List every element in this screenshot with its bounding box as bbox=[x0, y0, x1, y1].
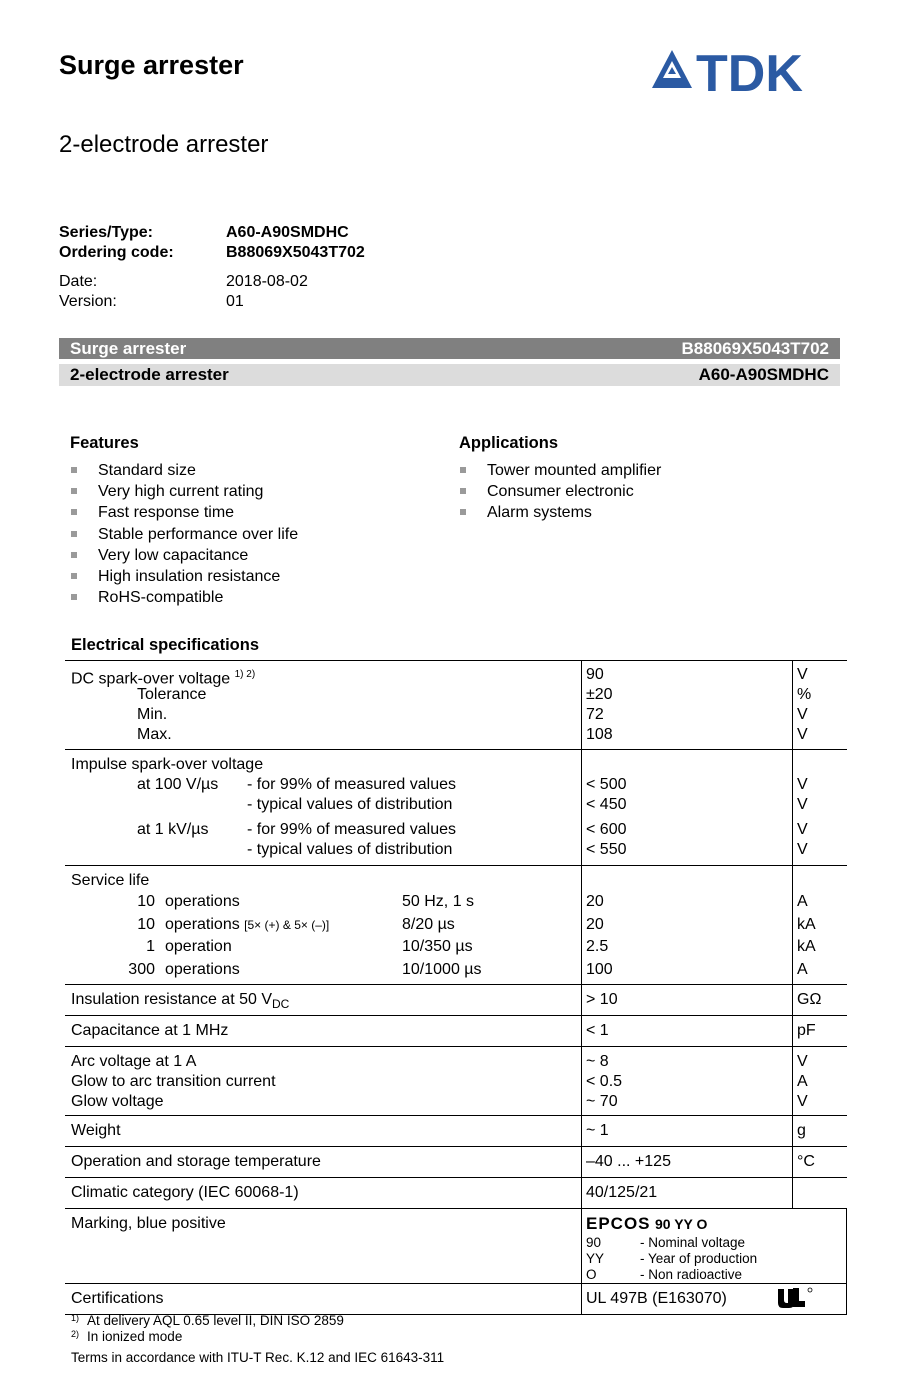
epcos-brand-text: EPCOS bbox=[586, 1214, 651, 1233]
glow-arc-transition-unit: A bbox=[797, 1073, 808, 1090]
marking-legend-key: 90 bbox=[586, 1235, 602, 1250]
page-subtitle: 2-electrode arrester bbox=[59, 131, 269, 158]
spec-row-insulation bbox=[65, 985, 847, 1016]
product-band-secondary bbox=[59, 364, 840, 386]
service-value: 100 bbox=[586, 960, 613, 978]
ordering-value: B88069X5043T702 bbox=[226, 244, 365, 261]
climatic-value: 40/125/21 bbox=[586, 1184, 658, 1201]
service-cond: 8/20 µs bbox=[402, 915, 455, 933]
service-unit: A bbox=[797, 960, 808, 978]
dc-min-label: Min. bbox=[137, 706, 168, 723]
spec-row-service-life bbox=[65, 866, 847, 985]
insulation-value: > 10 bbox=[586, 991, 618, 1008]
service-cond: 10/1000 µs bbox=[402, 960, 482, 978]
date-row bbox=[59, 272, 308, 292]
tdk-logo-icon bbox=[650, 48, 844, 96]
applications-title: Applications bbox=[459, 434, 559, 452]
features-title: Features bbox=[70, 434, 139, 452]
ordering-label: Ordering code: bbox=[59, 244, 174, 261]
impulse-value-2: < 450 bbox=[586, 796, 627, 813]
service-count: 300 bbox=[128, 960, 155, 978]
specs-table bbox=[65, 660, 847, 1315]
impulse-desc-typical: - typical values of distribution bbox=[247, 841, 453, 858]
service-count: 10 bbox=[137, 915, 155, 933]
ul-recognized-icon bbox=[775, 1287, 813, 1309]
arc-voltage-value: ~ 8 bbox=[586, 1053, 609, 1070]
footnote-1 bbox=[71, 1312, 344, 1329]
service-op: operations bbox=[165, 960, 240, 978]
dc-max-unit: V bbox=[797, 726, 808, 743]
service-count: 10 bbox=[137, 893, 155, 910]
certifications-label: Certifications bbox=[71, 1290, 164, 1307]
service-op: operations bbox=[165, 893, 240, 910]
glow-voltage-label: Glow voltage bbox=[71, 1093, 164, 1110]
glow-arc-transition-label: Glow to arc transition current bbox=[71, 1073, 276, 1090]
feature-item: High insulation resistance bbox=[70, 566, 298, 587]
feature-item: RoHS-compatible bbox=[70, 587, 298, 608]
spec-row-capacitance bbox=[65, 1016, 847, 1047]
dc-tolerance-label: Tolerance bbox=[137, 686, 207, 703]
glow-arc-transition-value: < 0.5 bbox=[586, 1073, 623, 1090]
service-unit: A bbox=[797, 893, 808, 910]
service-count: 1 bbox=[146, 938, 155, 955]
dc-max-label: Max. bbox=[137, 726, 172, 743]
version-label: Version: bbox=[59, 293, 117, 310]
footnote-2 bbox=[71, 1328, 182, 1345]
footnote-1-marker: 1) bbox=[71, 1313, 80, 1323]
arc-voltage-label: Arc voltage at 1 A bbox=[71, 1053, 197, 1070]
tdk-logo bbox=[650, 48, 844, 96]
climatic-label: Climatic category (IEC 60068-1) bbox=[71, 1184, 299, 1201]
service-cond: 10/350 µs bbox=[402, 938, 473, 955]
service-op: operations bbox=[165, 915, 240, 933]
impulse-label: Impulse spark-over voltage bbox=[71, 756, 264, 773]
service-unit: kA bbox=[797, 915, 816, 933]
application-item: Alarm systems bbox=[459, 502, 661, 523]
service-value: 2.5 bbox=[586, 938, 609, 955]
application-item: Tower mounted amplifier bbox=[459, 460, 661, 481]
features-list bbox=[70, 460, 298, 608]
marking-legend-value: - Nominal voltage bbox=[640, 1235, 746, 1250]
band-series: A60-A90SMDHC bbox=[698, 365, 829, 384]
application-item: Consumer electronic bbox=[459, 481, 661, 502]
certifications-value: UL 497B (E163070) bbox=[586, 1290, 727, 1307]
tdk-logo-text: TDK bbox=[696, 48, 803, 96]
marking-legend-key: YY bbox=[586, 1251, 605, 1266]
impulse-desc-typical: - typical values of distribution bbox=[247, 796, 453, 813]
temperature-value: –40 ... +125 bbox=[586, 1153, 671, 1170]
feature-item: Standard size bbox=[70, 460, 298, 481]
capacitance-label: Capacitance at 1 MHz bbox=[71, 1022, 229, 1039]
series-row bbox=[59, 223, 349, 243]
date-value: 2018-08-02 bbox=[226, 273, 308, 290]
dc-min-value: 72 bbox=[586, 706, 604, 723]
marking-legend-key: O bbox=[586, 1267, 597, 1282]
impulse-desc-99: - for 99% of measured values bbox=[247, 821, 456, 838]
version-row bbox=[59, 292, 244, 312]
feature-item: Very high current rating bbox=[70, 481, 298, 502]
dc-tolerance-unit: % bbox=[797, 686, 812, 703]
spec-row-climatic bbox=[65, 1178, 847, 1209]
capacitance-unit: pF bbox=[797, 1022, 816, 1039]
band-product-type: 2-electrode arrester bbox=[70, 365, 229, 384]
marking-label: Marking, blue positive bbox=[71, 1215, 226, 1232]
dc-label: DC spark-over voltage bbox=[71, 670, 231, 688]
band-product-name: Surge arrester bbox=[70, 339, 187, 358]
dc-max-value: 108 bbox=[586, 726, 613, 743]
weight-unit: g bbox=[797, 1122, 806, 1139]
impulse-unit: V bbox=[797, 841, 808, 858]
service-polarity-note: [5× (+) & 5× (–)] bbox=[244, 917, 330, 932]
service-value: 20 bbox=[586, 915, 604, 933]
impulse-rate-100: at 100 V/µs bbox=[137, 776, 219, 793]
dc-nominal-value: 90 bbox=[586, 666, 604, 683]
spec-row-certifications bbox=[65, 1284, 847, 1315]
impulse-desc-99: - for 99% of measured values bbox=[247, 776, 456, 793]
feature-item: Stable performance over life bbox=[70, 524, 298, 545]
spec-row-arc-glow bbox=[65, 1047, 847, 1116]
glow-voltage-unit: V bbox=[797, 1093, 808, 1110]
product-band-primary bbox=[59, 338, 840, 359]
insulation-unit: GΩ bbox=[797, 991, 822, 1008]
version-value: 01 bbox=[226, 293, 244, 310]
spec-row-weight bbox=[65, 1116, 847, 1147]
spec-row-dc-sparkover bbox=[65, 661, 847, 750]
feature-item: Fast response time bbox=[70, 502, 298, 523]
weight-value: ~ 1 bbox=[586, 1122, 609, 1139]
capacitance-value: < 1 bbox=[586, 1022, 609, 1039]
impulse-value-4: < 550 bbox=[586, 841, 627, 858]
footnote-2-text: In ionized mode bbox=[87, 1329, 183, 1344]
impulse-unit: V bbox=[797, 821, 808, 838]
dc-nominal-unit: V bbox=[797, 666, 808, 683]
feature-item: Very low capacitance bbox=[70, 545, 298, 566]
impulse-value-3: < 600 bbox=[586, 821, 627, 838]
marking-legend-value: - Non radioactive bbox=[640, 1267, 743, 1282]
marking-code: 90 YY O bbox=[654, 1216, 708, 1232]
weight-label: Weight bbox=[71, 1122, 121, 1139]
impulse-value-1: < 500 bbox=[586, 776, 627, 793]
series-value: A60-A90SMDHC bbox=[226, 224, 349, 241]
service-op: operation bbox=[165, 938, 232, 955]
service-label: Service life bbox=[71, 872, 150, 889]
footnote-1-text: At delivery AQL 0.65 level II, DIN ISO 2859 bbox=[87, 1313, 344, 1328]
spec-row-temperature bbox=[65, 1147, 847, 1178]
spec-row-marking bbox=[65, 1209, 847, 1284]
specs-title: Electrical specifications bbox=[71, 636, 260, 654]
dc-min-unit: V bbox=[797, 706, 808, 723]
page-title: Surge arrester bbox=[59, 50, 244, 80]
glow-voltage-value: ~ 70 bbox=[586, 1093, 618, 1110]
series-label: Series/Type: bbox=[59, 224, 153, 241]
arc-voltage-unit: V bbox=[797, 1053, 808, 1070]
insulation-label-sub: DC bbox=[272, 997, 290, 1012]
service-cond: 50 Hz, 1 s bbox=[402, 893, 475, 910]
applications-list bbox=[459, 460, 661, 524]
ordering-row bbox=[59, 243, 365, 263]
dc-tolerance-value: ±20 bbox=[586, 686, 613, 703]
footnote-2-marker: 2) bbox=[71, 1329, 80, 1339]
impulse-rate-1k: at 1 kV/µs bbox=[137, 821, 209, 838]
temperature-unit: °C bbox=[797, 1153, 815, 1170]
impulse-unit: V bbox=[797, 776, 808, 793]
spec-row-impulse-sparkover bbox=[65, 750, 847, 866]
terms-note: Terms in accordance with ITU-T Rec. K.12 and IEC 61643-311 bbox=[71, 1350, 445, 1365]
insulation-label: Insulation resistance at 50 V bbox=[71, 991, 273, 1008]
dc-footnote-ref: 1) 2) bbox=[234, 669, 256, 680]
service-value: 20 bbox=[586, 893, 604, 910]
date-label: Date: bbox=[59, 273, 98, 290]
temperature-label: Operation and storage temperature bbox=[71, 1153, 321, 1170]
band-ordering-code: B88069X5043T702 bbox=[681, 339, 829, 358]
marking-legend-value: - Year of production bbox=[640, 1251, 758, 1266]
impulse-unit: V bbox=[797, 796, 808, 813]
service-unit: kA bbox=[797, 938, 816, 955]
